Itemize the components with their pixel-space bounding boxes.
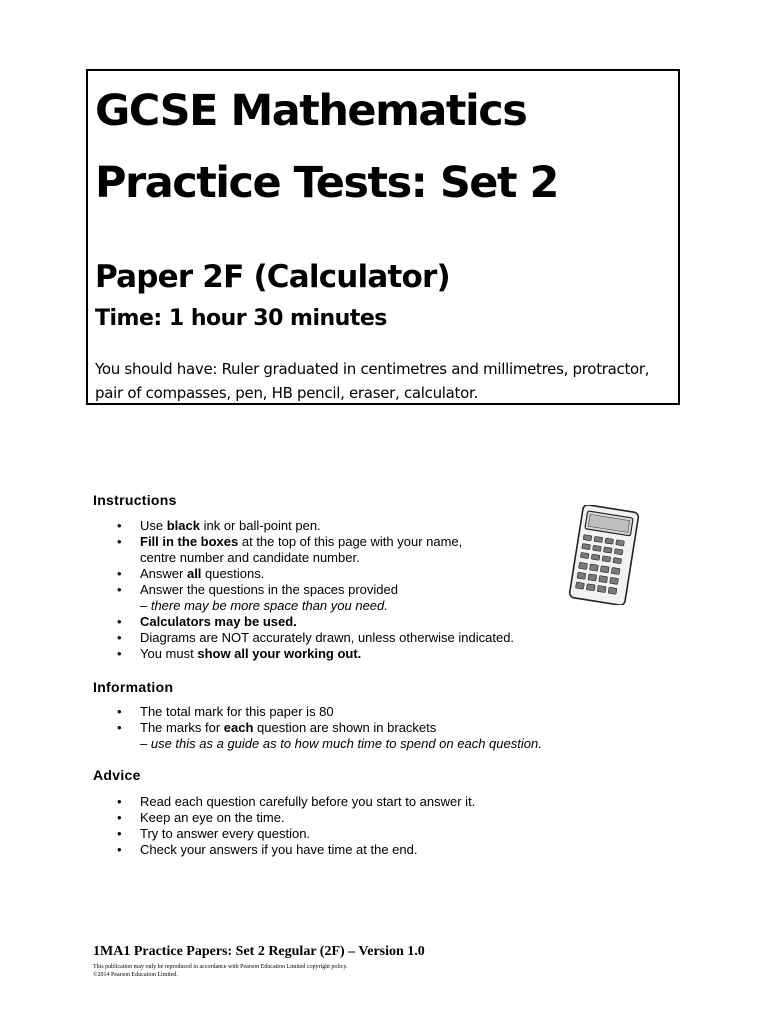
list-item: • Check your answers if you have time at the end. [93, 842, 475, 858]
instructions-heading: Instructions [93, 492, 177, 508]
list-item: • Keep an eye on the time. [93, 810, 475, 826]
list-item: • Try to answer every question. [93, 826, 475, 842]
document-title-line1: GCSE Mathematics [95, 86, 527, 136]
list-item: • Use black ink or ball-point pen. [93, 518, 514, 534]
list-item: • Fill in the boxes at the top of this page with your name, centre number and candidate number. [93, 534, 514, 566]
footer-title: 1MA1 Practice Papers: Set 2 Regular (2F) – Version 1.0 [93, 944, 425, 959]
copyright-notice: This publication may only be reproduced in accordance with Pearson Education Limited copyright policy. [93, 964, 348, 970]
list-item: • The total mark for this paper is 80 [93, 704, 542, 720]
calculator-icon [566, 505, 642, 605]
copyright-line: ©2014 Pearson Education Limited. [93, 972, 178, 978]
list-item: • The marks for each question are shown in brackets – use this as a guide as to how much time to spend on each question. [93, 720, 542, 752]
list-item: • Diagrams are NOT accurately drawn, unless otherwise indicated. [93, 630, 514, 646]
time-allowed: Time: 1 hour 30 minutes [95, 306, 387, 331]
document-title-line2: Practice Tests: Set 2 [95, 158, 558, 208]
list-item: • Answer all questions. [93, 566, 514, 582]
instructions-list [93, 518, 514, 662]
information-heading: Information [93, 679, 174, 695]
equipment-list: You should have: Ruler graduated in centimetres and millimetres, protractor, pair of compasses, pen, HB pencil, eraser, calculator. [95, 360, 650, 402]
advice-list [93, 794, 475, 858]
paper-name: Paper 2F (Calculator) [95, 259, 450, 295]
title-box [86, 69, 680, 405]
information-list [93, 704, 542, 752]
advice-heading: Advice [93, 767, 141, 783]
list-item: • Answer the questions in the spaces provided – there may be more space than you need. [93, 582, 514, 614]
list-item: • Read each question carefully before you start to answer it. [93, 794, 475, 810]
list-item: • You must show all your working out. [93, 646, 514, 662]
list-item: • Calculators may be used. [93, 614, 514, 630]
